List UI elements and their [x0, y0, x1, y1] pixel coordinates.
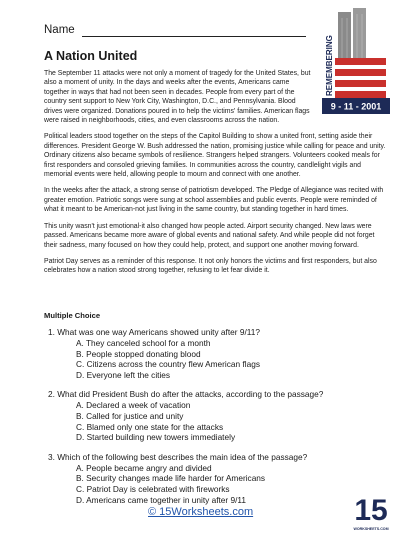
answer-option[interactable]: A. People became angry and divided: [76, 462, 212, 473]
name-field-row: [44, 24, 306, 40]
answer-option[interactable]: D. Americans came together in unity after 9/11: [76, 494, 247, 505]
passage-paragraph-1: The September 11 attacks were not only a moment of tragedy for the United States, but also a moment of unity. In the days and weeks after the events, Americans came together in ways that had not been seen in decades. People from every part of the country sent support to New York City, Washington, D.C., and Pennsylvania. Blood drives were organized. Donations poured in to help the victims' families. American flags were raised in neighborhoods, cities, and even classrooms across the nation.: [44, 70, 311, 125]
answer-option[interactable]: D. Everyone left the cities: [76, 369, 171, 380]
site-link[interactable]: © 15Worksheets.com: [148, 506, 254, 518]
name-blank-line[interactable]: [82, 36, 306, 37]
answer-option[interactable]: C. Patriot Day is celebrated with fireworks: [76, 483, 230, 494]
question-text: 2. What did President Bush do after the attacks, according to the passage?: [48, 389, 324, 400]
answer-option[interactable]: C. Citizens across the country flew American flags: [76, 359, 260, 370]
badge-text: WORKSHEETS.COM: [353, 527, 389, 531]
answer-option[interactable]: D. Started building new towers immediately: [76, 432, 236, 443]
emblem-date: 9 - 11 - 2001: [330, 101, 382, 112]
answer-option[interactable]: A. They canceled school for a month: [76, 338, 211, 348]
passage-paragraph-4: This unity wasn't just emotional-it also changed how people acted. Airport security changed. New laws were passed. Americans became more aware of global events and national safety. And while people did not forget their sadness, many focused on how they could help, protect, and support one another moving forward.: [44, 222, 375, 249]
answer-option[interactable]: A. Declared a week of vacation: [76, 400, 191, 411]
multiple-choice-heading: Multiple Choice: [44, 311, 101, 320]
badge-number: 15: [354, 494, 388, 527]
name-label: Name: [44, 24, 75, 36]
15worksheets-logo-icon: [353, 488, 389, 534]
worksheet-title: A Nation United: [44, 49, 138, 63]
multiple-choice-section: [44, 311, 384, 514]
reading-passage: [44, 69, 386, 283]
passage-paragraph-3: In the weeks after the attack, a strong sense of patriotism developed. The Pledge of Allegiance was recited with greater emotion. Patriotic songs were sung at school assemblies and public events. People were reminded of what it meant to be American-not just living in the same country, but standing together in hard times.: [44, 187, 384, 214]
answer-option[interactable]: B. People stopped donating blood: [76, 348, 201, 359]
answer-option[interactable]: B. Security changes made life harder for Americans: [76, 473, 266, 484]
question-text: 3. Which of the following best describes the main idea of the passage?: [48, 451, 308, 462]
answer-option[interactable]: C. Blamed only one state for the attacks: [76, 421, 224, 432]
passage-paragraph-5: Patriot Day serves as a reminder of this response. It not only honors the victims and first responders, but also celebrates how a nation stood strong together, refusing to let fear divide it.: [44, 257, 377, 275]
question-2: [44, 389, 384, 442]
emblem-remembering: REMEMBERING: [325, 35, 334, 96]
question-3: [44, 452, 384, 505]
passage-paragraph-2: Political leaders stood together on the steps of the Capitol Building to show a united front, setting aside their differences. President George W. Bush addressed the nation, promising justice while calling for peace and unity. Ordinary citizens also became symbols of resilience. Strangers helped strangers. Volunteers cooked meals for first responders and consoled grieving families. In communities across the country, candlelight vigils and memorial events were held, allowing people to mourn and connect with one another.: [44, 133, 386, 179]
question-1: [44, 327, 384, 380]
answer-option[interactable]: B. Called for justice and unity: [76, 410, 184, 421]
question-text: 1. What was one way Americans showed unity after 9/11?: [48, 327, 260, 337]
